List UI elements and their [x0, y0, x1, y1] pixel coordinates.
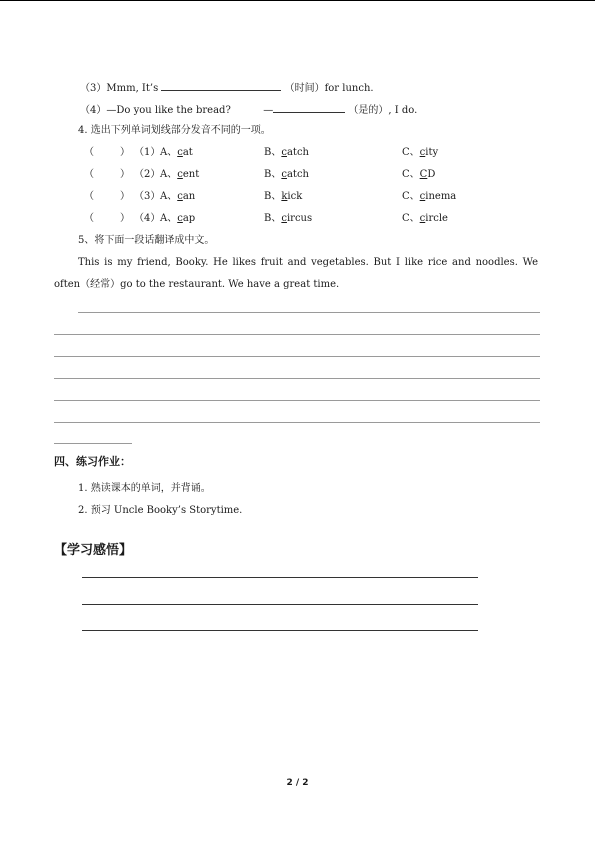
option-b [264, 190, 302, 204]
option-rest: atch [286, 147, 309, 158]
question-3-hint: （时间）for lunch. [284, 83, 374, 94]
answer-line-short[interactable] [54, 443, 132, 444]
question-number: （1） [134, 147, 161, 158]
answer-paren-close: ） [120, 147, 130, 158]
option-b [264, 168, 309, 182]
option-a [160, 146, 193, 160]
question-4-dash: — [263, 105, 274, 116]
option-underlined-part: c [419, 147, 426, 158]
answer-line[interactable] [54, 378, 540, 379]
option-rest: atch [286, 169, 309, 180]
answer-paren-open: （ [84, 169, 94, 180]
option-a [160, 168, 199, 182]
option-underlined-part: c [281, 213, 287, 224]
translation-instruction: 5、将下面一段话翻译成中文。 [78, 235, 215, 246]
answer-line[interactable] [54, 334, 540, 335]
answer-line[interactable] [54, 356, 540, 357]
option-underlined-part: c [281, 169, 287, 180]
question-3-line [80, 80, 374, 96]
question-3-blank[interactable] [161, 80, 281, 91]
option-rest: ircus [286, 213, 313, 224]
option-letter: A、 [160, 169, 178, 180]
option-rest: ap [182, 213, 196, 224]
question-number: （3） [134, 191, 161, 202]
question-number: （2） [134, 169, 161, 180]
option-rest: ent [182, 169, 200, 180]
option-rest: at [182, 147, 193, 158]
option-a [160, 190, 195, 204]
option-underlined-part: c [419, 213, 426, 224]
homework-heading: 四、练习作业： [54, 455, 131, 468]
question-number: （4） [134, 213, 161, 224]
option-underlined-part: c [419, 191, 426, 202]
question-4-line [80, 102, 417, 118]
option-rest: ity [425, 147, 439, 158]
option-underlined-part: c [177, 213, 183, 224]
reflection-heading: 【学习感悟】 [54, 543, 133, 558]
translation-passage: This is my friend, Booky. He likes fruit and vegetables. But I like rice and noodles. We often（经常）go to the restaurant. We have a great time. [54, 257, 538, 290]
homework-item: 2. 预习 Uncle Booky’s Storytime. [78, 505, 243, 516]
option-rest: an [182, 191, 196, 202]
option-letter: B、 [264, 191, 282, 202]
option-c [402, 212, 448, 226]
option-b [264, 146, 309, 160]
reflection-line[interactable] [82, 604, 478, 605]
answer-paren-open: （ [84, 147, 94, 158]
answer-paren-open: （ [84, 191, 94, 202]
phonics-instruction: 4. 选出下列单词划线部分发音不同的一项。 [78, 125, 271, 136]
answer-line[interactable] [78, 312, 540, 313]
option-rest: D [427, 169, 436, 180]
answer-paren-close: ） [120, 169, 130, 180]
question-4-prefix: （4）—Do you like the bread? [80, 105, 231, 116]
option-c [402, 168, 435, 182]
homework-item: 1. 熟读课本的单词，并背诵。 [78, 483, 211, 494]
option-rest: inema [425, 191, 457, 202]
option-letter: A、 [160, 191, 178, 202]
option-underlined-part: c [177, 147, 183, 158]
option-letter: C、 [402, 147, 420, 158]
page-number: 2 / 2 [286, 778, 309, 788]
answer-paren-close: ） [120, 213, 130, 224]
option-letter: A、 [160, 147, 178, 158]
option-letter: C、 [402, 213, 420, 224]
option-letter: B、 [264, 213, 282, 224]
option-letter: B、 [264, 169, 282, 180]
reflection-line[interactable] [82, 630, 478, 631]
answer-paren-open: （ [84, 213, 94, 224]
option-underlined-part: c [281, 147, 287, 158]
question-3-prefix: （3）Mmm, It’s [80, 83, 159, 94]
option-letter: C、 [402, 169, 420, 180]
question-4-hint: （是的）, I do. [348, 105, 418, 116]
option-c [402, 190, 456, 204]
option-letter: B、 [264, 147, 282, 158]
reflection-line[interactable] [82, 577, 478, 578]
page-top-border [0, 0, 595, 1]
option-rest: ircle [425, 213, 448, 224]
option-c [402, 146, 438, 160]
option-b [264, 212, 312, 226]
answer-line[interactable] [54, 422, 540, 423]
answer-line[interactable] [54, 400, 540, 401]
option-underlined-part: c [177, 191, 183, 202]
option-underlined-part: C [419, 169, 428, 180]
option-letter: C、 [402, 191, 420, 202]
option-underlined-part: c [177, 169, 183, 180]
option-rest: ick [287, 191, 303, 202]
answer-paren-close: ） [120, 191, 130, 202]
question-4-blank[interactable] [273, 102, 345, 113]
option-underlined-part: k [281, 191, 288, 202]
option-a [160, 212, 195, 226]
option-letter: A、 [160, 213, 178, 224]
